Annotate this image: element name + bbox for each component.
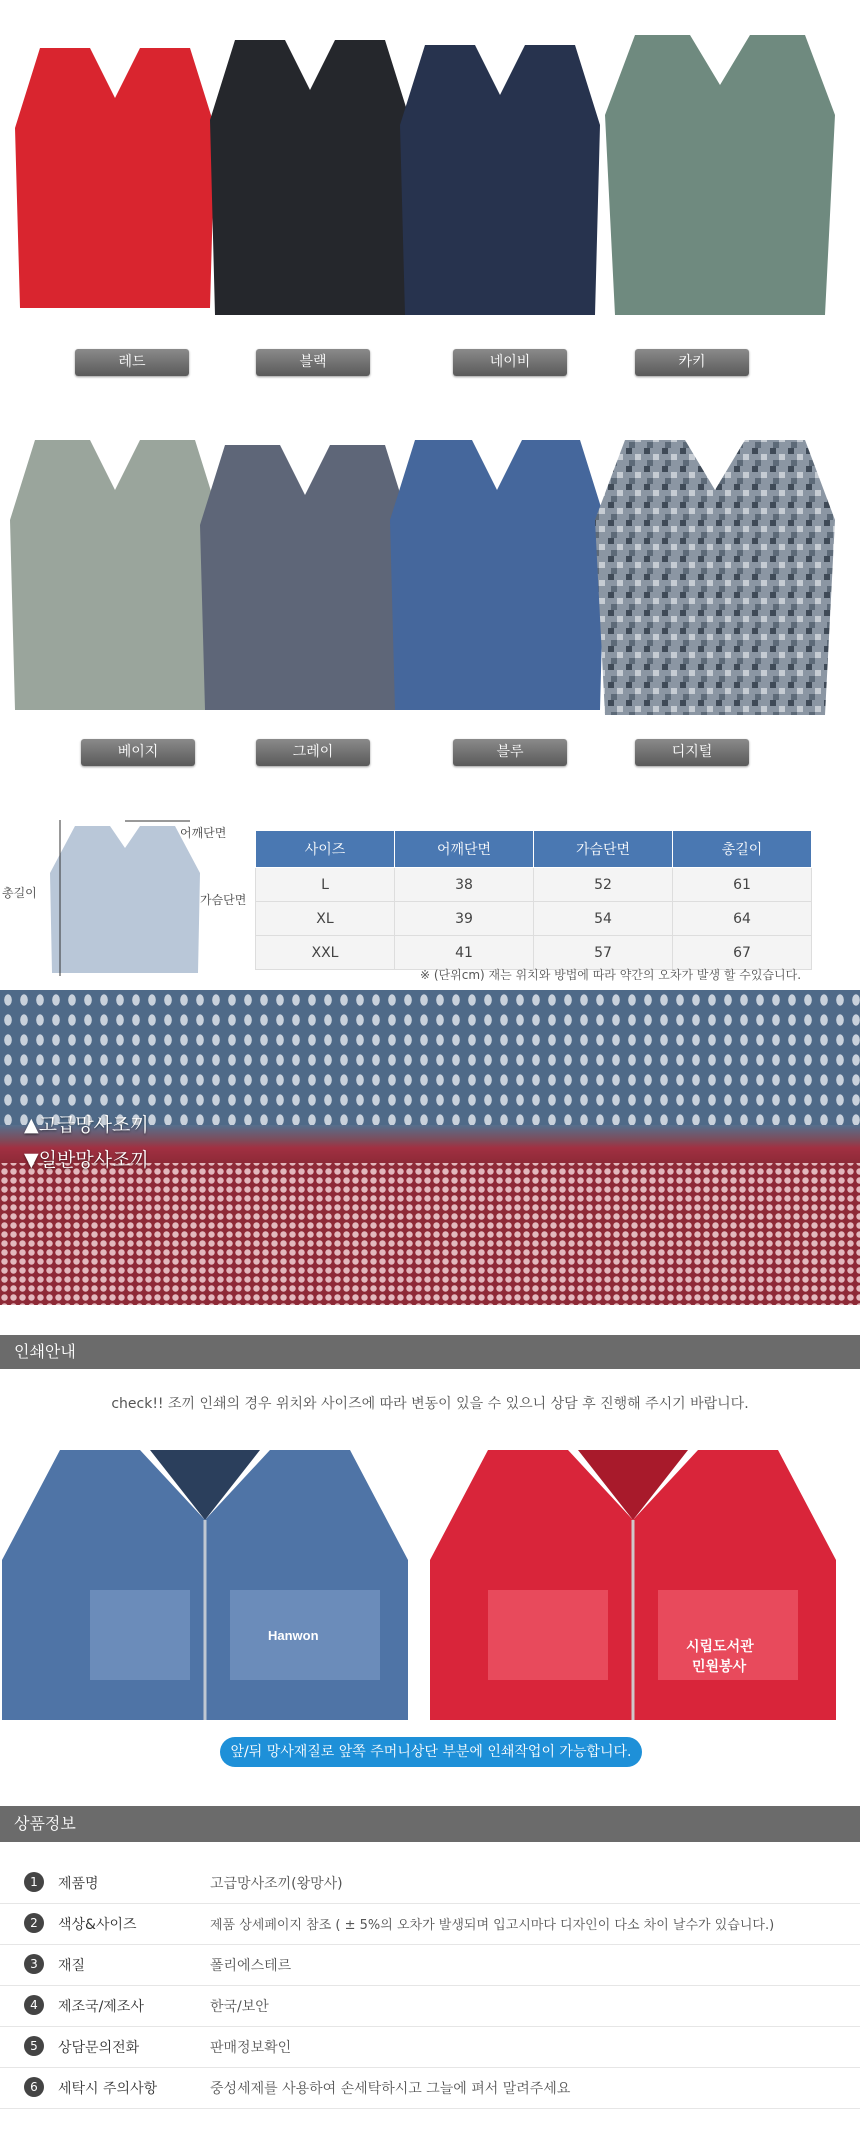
color-label-black: 블랙 [256, 349, 370, 376]
info-number: 3 [24, 1954, 44, 1974]
print-vest-blue [0, 1440, 410, 1720]
vest-blue-shape [390, 440, 605, 710]
vest-red-image [10, 38, 220, 318]
size-diagram-vest [40, 818, 210, 978]
info-row [0, 2026, 860, 2068]
size-table-header [256, 831, 812, 868]
vest-khaki-shape [605, 35, 835, 315]
size-label-shoulder: 어깨단면 [180, 826, 227, 840]
info-row [0, 1903, 860, 1945]
cell: 61 [673, 868, 812, 902]
product-info-title: 상품정보 [14, 1814, 76, 1833]
vest-gray-shape [200, 445, 410, 710]
info-row [0, 2067, 860, 2109]
header-length: 총길이 [673, 831, 812, 868]
color-label-red: 레드 [75, 349, 189, 376]
color-label-beige: 베이지 [81, 739, 195, 766]
info-number: 4 [24, 1995, 44, 2015]
vest-blue-image [385, 430, 610, 715]
vest-beige-shape [10, 440, 220, 710]
color-label-navy: 네이비 [453, 349, 567, 376]
info-number: 1 [24, 1872, 44, 1892]
size-table [255, 830, 812, 970]
info-row [0, 1862, 860, 1904]
mesh-premium-label: ▲고급망사조끼 [24, 1114, 149, 1136]
vest-beige-image [5, 430, 225, 715]
vest-red-shape [15, 48, 215, 308]
print-section-title: 인쇄안내 [14, 1342, 76, 1361]
cell: XXL [256, 936, 395, 970]
vest-khaki-image [600, 25, 840, 320]
info-value: 한국/보안 [210, 1999, 269, 2015]
table-row [256, 902, 812, 936]
info-value: 폴리에스테르 [210, 1958, 292, 1974]
info-label: 제품명 [58, 1876, 99, 1892]
print-section-header [0, 1335, 860, 1369]
print-check-note: check!! 조끼 인쇄의 경우 위치와 사이즈에 따라 변동이 있을 수 있으니 상담 후 진행해 주시기 바랍니다. [111, 1396, 749, 1412]
print-logo-red-line1: 시립도서관 [686, 1639, 754, 1655]
info-label: 색상&사이즈 [58, 1917, 137, 1933]
color-label-blue: 블루 [453, 739, 567, 766]
info-value: 고급망사조끼(왕망사) [210, 1876, 343, 1892]
info-row [0, 1985, 860, 2027]
info-label: 세탁시 주의사항 [58, 2081, 158, 2097]
vest-navy-image [395, 35, 605, 320]
cell: 39 [395, 902, 534, 936]
info-label: 재질 [58, 1958, 86, 1974]
print-info-pill: 앞/뒤 망사재질로 앞쪽 주머니상단 부분에 인쇄작업이 가능합니다. [220, 1737, 642, 1767]
print-logo-blue: Hanwon [268, 1628, 319, 1643]
vest-black-image [205, 30, 415, 320]
vest-black-shape [210, 40, 410, 315]
info-number: 5 [24, 2036, 44, 2056]
info-value: 제품 상세페이지 참조 ( ± 5%의 오차가 발생되며 입고시마다 디자인이 다소 차이 날수가 있습니다.) [210, 1918, 775, 1933]
info-number: 6 [24, 2077, 44, 2097]
cell: 52 [534, 868, 673, 902]
size-label-length: 총길이 [2, 886, 37, 900]
vest-digital-shape [595, 440, 835, 715]
mesh-regular-label: ▼일반망사조끼 [24, 1149, 149, 1171]
cell: 57 [534, 936, 673, 970]
vest-gray-image [195, 435, 415, 715]
header-size: 사이즈 [256, 831, 395, 868]
size-note: ※ (단위cm) 재는 위치와 방법에 따라 약간의 오차가 발생 할 수있습니다. [420, 968, 802, 982]
print-vest-red [428, 1440, 838, 1720]
cell: XL [256, 902, 395, 936]
color-label-gray: 그레이 [256, 739, 370, 766]
size-label-chest: 가슴단면 [200, 893, 247, 907]
color-label-digital: 디지털 [635, 739, 749, 766]
print-logo-red-line2: 민원봉사 [692, 1659, 747, 1675]
info-label: 제조국/제조사 [58, 1999, 144, 2015]
cell: 41 [395, 936, 534, 970]
header-chest: 가슴단면 [534, 831, 673, 868]
color-label-khaki: 카키 [635, 349, 749, 376]
info-number: 2 [24, 1913, 44, 1933]
table-row [256, 936, 812, 970]
vest-digital-image [590, 430, 840, 720]
cell: L [256, 868, 395, 902]
cell: 64 [673, 902, 812, 936]
product-info-header [0, 1806, 860, 1842]
cell: 38 [395, 868, 534, 902]
cell: 54 [534, 902, 673, 936]
vest-navy-shape [400, 45, 600, 315]
info-value: 판매정보확인 [210, 2040, 292, 2056]
info-value: 중성세제를 사용하여 손세탁하시고 그늘에 펴서 말려주세요 [210, 2081, 571, 2097]
cell: 67 [673, 936, 812, 970]
info-label: 상담문의전화 [58, 2040, 140, 2056]
table-row [256, 868, 812, 902]
info-row [0, 1944, 860, 1986]
header-shoulder: 어깨단면 [395, 831, 534, 868]
